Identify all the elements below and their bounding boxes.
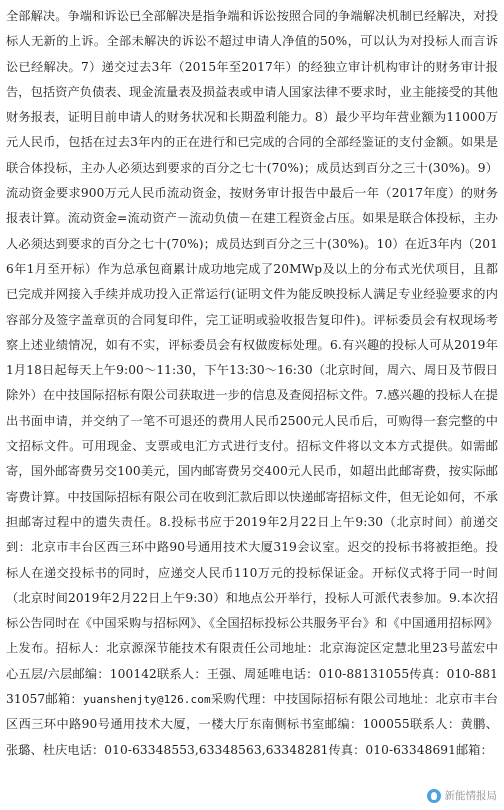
brand-logo-icon	[427, 789, 441, 803]
email-address: yuanshenjty@126.com	[82, 693, 211, 707]
body-text: 全部解决。争端和诉讼已全部解决是指争端和诉讼按照合同的争端解决机制已经解决，对投标人无新的上诉。全部未解决的诉讼不超过申请人净值的50%，可以认为对投标人而言诉讼已经解决。7）递交过去3年（2015年至2017年）的经独立审计机构审计的财务审计报告，包括资产负债表、现金流量表及损益表或申请人国家法律不要求时，业主能接受的其他财务报表，证明目前申请人的财务状况和长期盈利能力。8）最少平均年营业额为11000万元人民币，包括在过去3年内的正在进行和已完成的合同的全部经鉴证的支付金额。如果是联合体投标，主办人必须达到要求的百分之七十(70%)；成员达到百分之三十(30%)。9）流动资金要求900万元人民币流动资金，按财务审计报告中最后一年（2017年度）的财务报表计算。流动资金=流动资产－流动负债－在建工程资金占压。如果是联合体投标，主办人必须达到要求的百分之七十(70%)；成员达到百分之三十(30%)。10）在近3年内（2016年1月至开标）作为总承包商累计成功地完成了20MWp及以上的分布式光伏项目，且都已完成并网接入手续并成功投入正常运行(证明文件为能反映投标人满足专业经验要求的内容部分及签字盖章页的合同复印件，完工证明或验收报告复印件)。评标委员会有权现场考察上述业绩情况，如有不实，评标委员会有权做废标处理。6.有兴趣的投标人可从2019年1月18日起每天上午9:00～11:30，下午13:30～16:30（北京时间，周六、周日及节假日除外）在中技国际招标有限公司获取进一步的信息及查阅招标文件。7.感兴趣的投标人在提出书面申请，并交纳了一笔不可退还的费用人民币2500元人民币后，可购得一套完整的中文招标文件。可用现金、支票或电汇方式进行支付。招标文件将以文本方式提供。如需邮寄，国外邮寄费另交100美元，国内邮寄费另交400元人民币，如超出此邮寄费，按实际邮寄费计算。中技国际招标有限公司在收到汇款后即以快递邮寄招标文件，但无论如何，不承担邮寄过程中的遗失责任。8.投标书应于2019年2月22日上午9:30（北京时间）前递交到：北京市丰台区西三环中路90号通用技术大厦319会议室。迟交的投标书将被拒绝。投标人在递交投标书的同时，应递交人民币110万元的投标保证金。开标仪式将于同一时间（北京时间2019年2月22日上午9:30）和地点公开举行，投标人可派代表参加。9.本次招标公告同时在《中国采购与招标网》、《全国招标投标公共服务平台》和《中国通用招标网》上发布。招标人：北京源深节能技术有限责任公司地址：北京海淀区定慧北里23号蓝宏中心五层/六层邮编：100142联系人：王强、周延唯电话：010-88131055传真：010-88131057邮箱：	[6, 9, 498, 707]
watermark-text: 新能情报局	[444, 790, 497, 802]
document-body	[6, 4, 498, 763]
watermark	[424, 787, 501, 804]
body-tail-text: 采购代理：中技国际招标有限公司地址：北京市丰台区西三环中路90号通用技术大厦，一楼大厅东南侧标书室邮编：100055联系人：黄鹏、张璐、杜庆电话：010-63348553,63348563,63348281传真：010-63348691邮箱：	[6, 692, 498, 757]
